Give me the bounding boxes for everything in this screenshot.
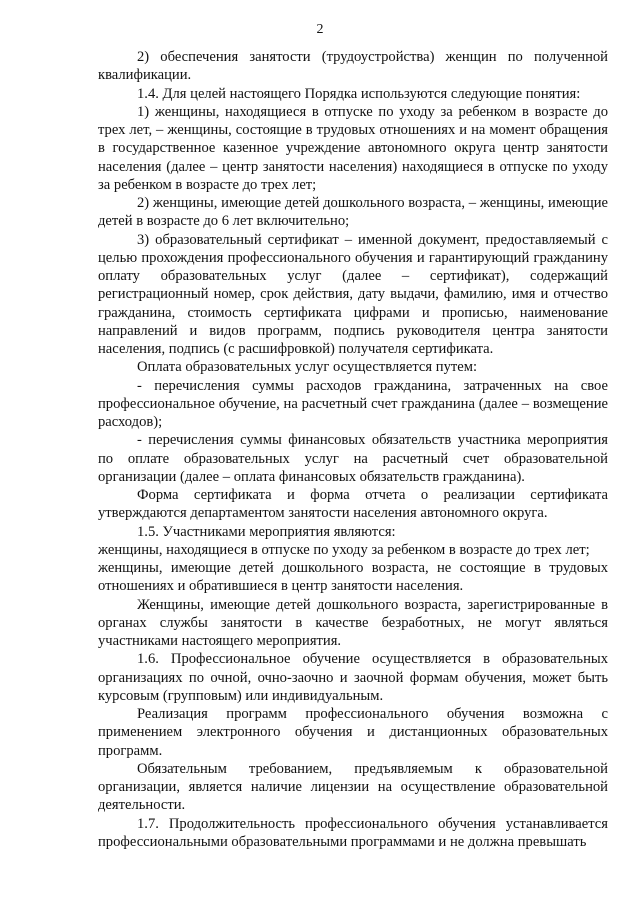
paragraph: женщины, находящиеся в отпуске по уходу за ребенком в возрасте до трех лет; [98, 541, 590, 558]
paragraph: 3) образовательный сертификат – именной документ, предоставляемый с целью прохождения профессионального обучения и гарантирующий гражданину оплату образовательных услуг (далее – сертификат), содержащий регистрационный номер, срок действия, дату выдачи, фамилию, имя и отчество гражданина, стоимость сертификата цифрами и прописью, наименование направлений и видов программ, подпись руководителя центра занятости населения, подпись (с расшифровкой) получателя сертификата. [98, 231, 608, 357]
paragraph: - перечисления суммы финансовых обязательств участника мероприятия по оплате образовательных услуг на расчетный счет образовательной организации (далее – оплата финансовых обязательств гражданина). [98, 432, 608, 485]
paragraph: Реализация программ профессионального обучения возможна с применением электронного обучения и дистанционных образовательных программ. [98, 706, 608, 759]
paragraph: 1) женщины, находящиеся в отпуске по уходу за ребенком в возрасте до трех лет, – женщины, состоящие в трудовых отношениях и на момент обращения в государственное казенное учреждение автономного округа центр занятости населения (далее – центр занятости населения) находящиеся в отпуске по уходу за ребенком в возрасте до трех лет; [98, 103, 608, 193]
paragraph: 2) женщины, имеющие детей дошкольного возраста, – женщины, имеющие детей в возрасте до 6 лет включительно; [98, 195, 608, 230]
document-body [98, 48, 608, 851]
paragraph: Женщины, имеющие детей дошкольного возраста, зарегистрированные в органах службы занятости в качестве безработных, не могут являться участниками настоящего мероприятия. [98, 596, 608, 649]
paragraph: женщины, имеющие детей дошкольного возраста, не состоящие в трудовых отношениях и обратившиеся в центр занятости населения. [98, 560, 608, 595]
paragraph: Форма сертификата и форма отчета о реализации сертификата утверждаются департаментом занятости населения автономного округа. [98, 487, 608, 522]
paragraph: Обязательным требованием, предъявляемым к образовательной организации, является наличие лицензии на осуществление образовательной деятельности. [98, 760, 608, 814]
paragraph: Оплата образовательных услуг осуществляется путем: [137, 359, 478, 376]
paragraph: 1.7. Продолжительность профессионального обучения устанавливается профессиональными образовательными программами и не должна превышать [98, 815, 608, 850]
paragraph: 1.5. Участниками мероприятия являются: [137, 523, 396, 540]
paragraph: 1.6. Профессиональное обучение осуществляется в образовательных организациях по очной, очно-заочно и заочной формам обучения, может быть курсовым (групповым) или индивидуальным. [98, 651, 608, 704]
paragraph: 2) обеспечения занятости (трудоустройства) женщин по полученной квалификации. [98, 49, 608, 84]
page-number: 2 [316, 22, 324, 37]
paragraph: - перечисления суммы расходов гражданина, затраченных на свое профессиональное обучение, на расчетный счет гражданина (далее – возмещение расходов); [98, 377, 608, 430]
paragraph: 1.4. Для целей настоящего Порядка используются следующие понятия: [137, 85, 581, 102]
